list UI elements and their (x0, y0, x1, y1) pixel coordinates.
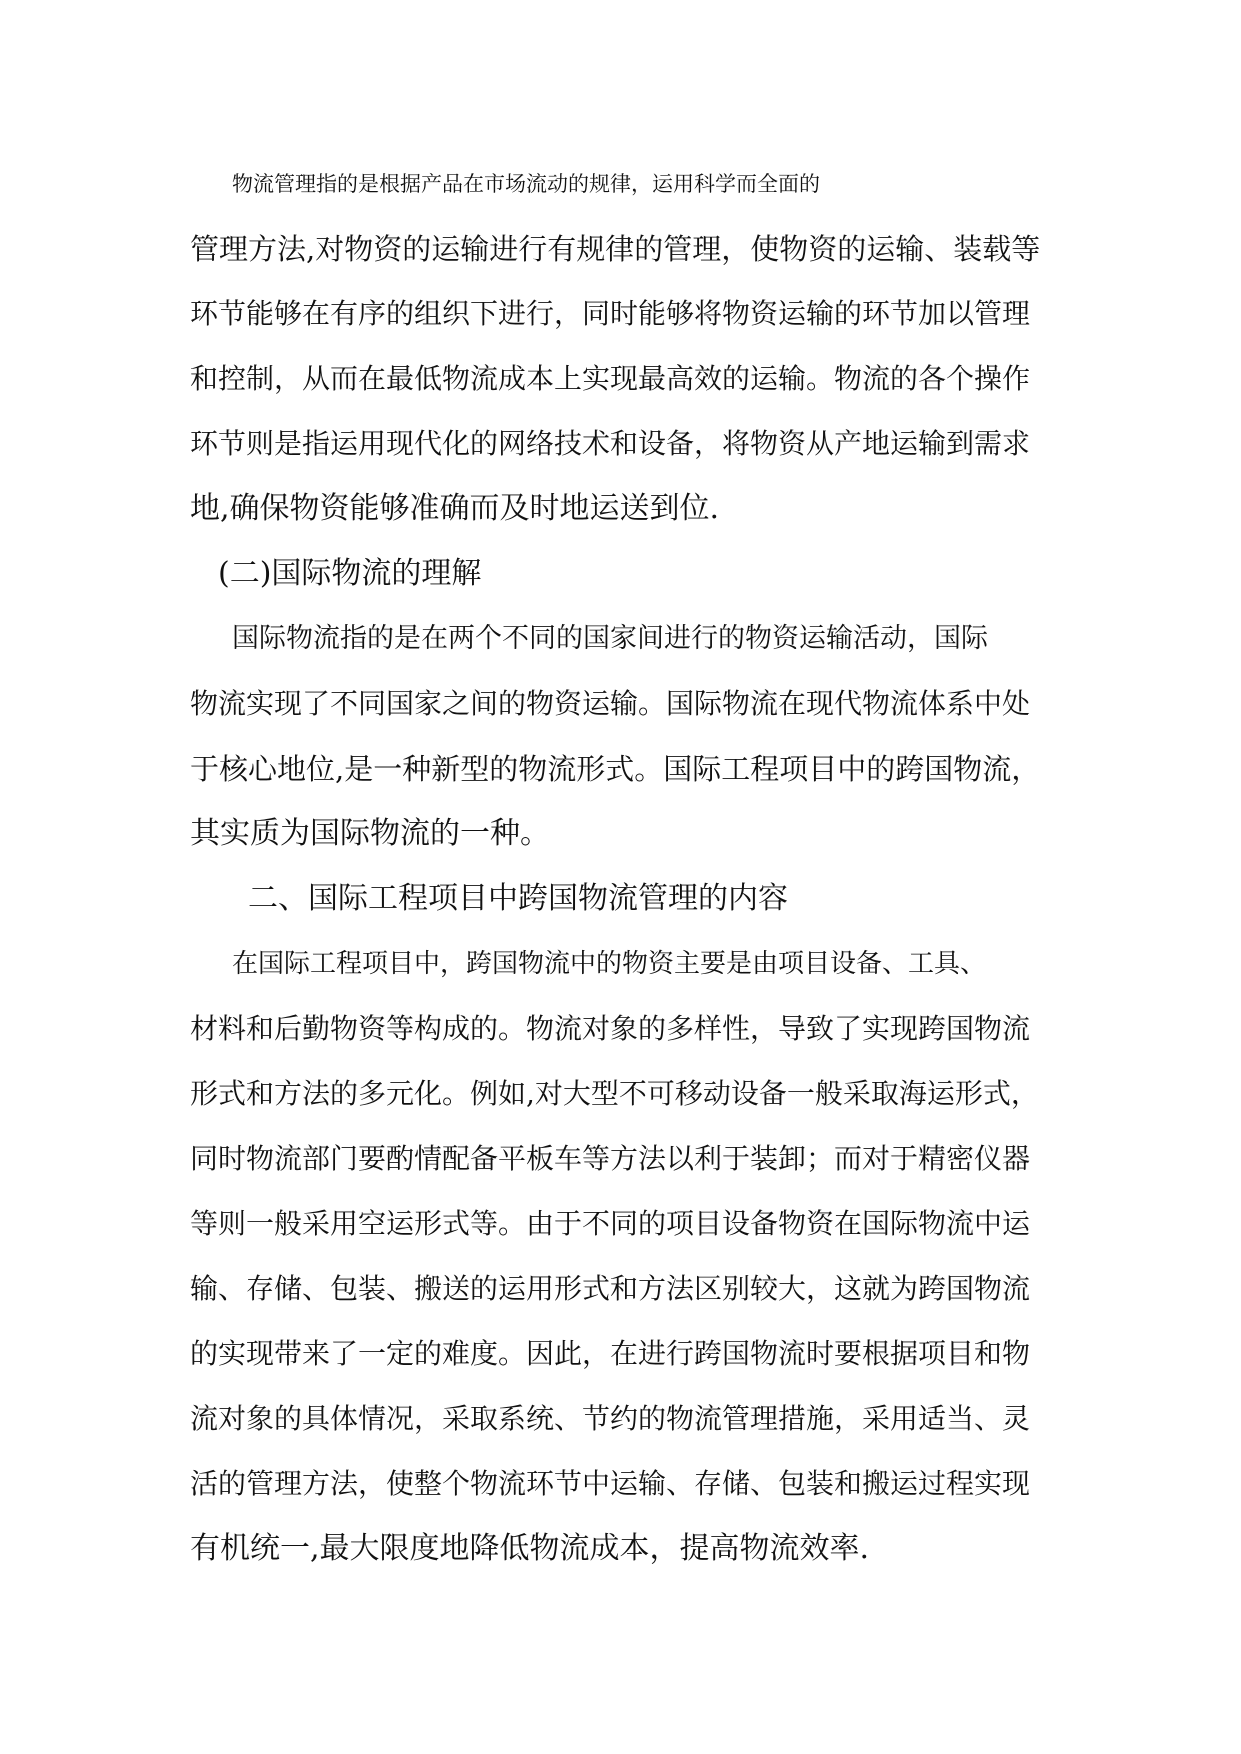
paragraph-1-line-3: 环节能够在有序的组织下进行，同时能够将物资运输的环节加以管理 (190, 297, 1031, 330)
paragraph-1-line-5: 环节则是指运用现代化的网络技术和设备，将物资从产地运输到需求 (190, 427, 1031, 460)
section-heading-cross-border-logistics: 二、国际工程项目中跨国物流管理的内容 (248, 881, 788, 916)
paragraph-2-line-3: 于核心地位,是一种新型的物流形式。国际工程项目中的跨国物流， (190, 752, 1041, 786)
paragraph-1-line-6: 地,确保物资能够准确而及时地运送到位. (190, 491, 720, 526)
paragraph-3-line-9: 活的管理方法，使整个物流环节中运输、存储、包装和搬运过程实现 (190, 1467, 1031, 1500)
paragraph-3-line-5: 等则一般采用空运形式等。由于不同的项目设备物资在国际物流中运 (190, 1207, 1031, 1240)
paragraph-3-line-4: 同时物流部门要酌情配备平板车等方法以利于装卸；而对于精密仪器 (190, 1142, 1031, 1175)
subheading-international-logistics: (二)国际物流的理解 (218, 556, 482, 591)
paragraph-2-line-1: 国际物流指的是在两个不同的国家间进行的物资运输活动，国际 (232, 623, 988, 654)
paragraph-2-line-2: 物流实现了不同国家之间的物资运输。国际物流在现代物流体系中处 (190, 687, 1031, 720)
paragraph-3-line-10: 有机统一,最大限度地降低物流成本，提高物流效率. (190, 1531, 870, 1566)
paragraph-1-line-2: 管理方法,对物资的运输进行有规律的管理，使物资的运输、装载等 (190, 232, 1041, 266)
paragraph-3-line-1: 在国际工程项目中，跨国物流中的物资主要是由项目设备、工具、 (232, 949, 987, 979)
paragraph-2-line-4: 其实质为国际物流的一种。 (190, 816, 550, 851)
paragraph-3-line-8: 流对象的具体情况，采取系统、节约的物流管理措施，采用适当、灵 (190, 1402, 1031, 1435)
paragraph-1-line-4: 和控制，从而在最低物流成本上实现最高效的运输。物流的各个操作 (190, 362, 1031, 395)
paragraph-1-line-1: 物流管理指的是根据产品在市场流动的规律，运用科学而全面的 (232, 172, 820, 196)
paragraph-3-line-6: 输、存储、包装、搬送的运用形式和方法区别较大，这就为跨国物流 (190, 1272, 1031, 1305)
paragraph-3-line-2: 材料和后勤物资等构成的。物流对象的多样性，导致了实现跨国物流 (190, 1012, 1031, 1045)
paragraph-3-line-7: 的实现带来了一定的难度。因此，在进行跨国物流时要根据项目和物 (190, 1337, 1031, 1370)
paragraph-3-line-3: 形式和方法的多元化。例如,对大型不可移动设备一般采取海运形式， (190, 1077, 1039, 1110)
